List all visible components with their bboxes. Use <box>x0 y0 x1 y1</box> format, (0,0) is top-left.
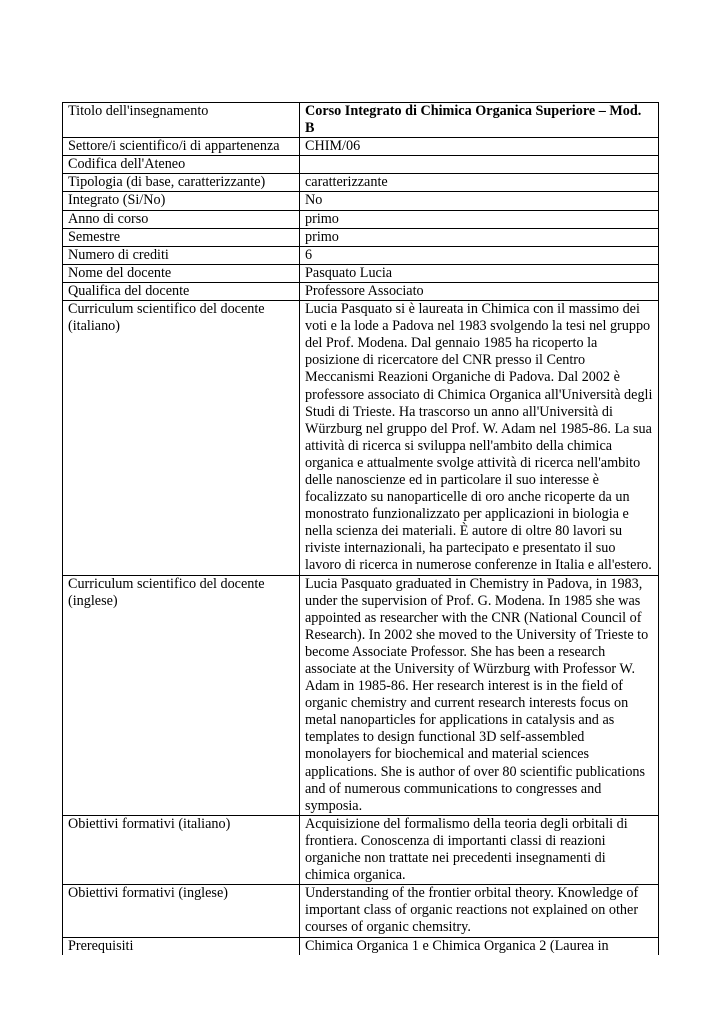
row-label: Semestre <box>63 228 300 246</box>
row-label: Curriculum scientifico del docente (italiano) <box>63 301 300 576</box>
cv-english-text: Lucia Pasquato graduated in Chemistry in Padova, in 1983, under the supervision of Prof. G. Modena. In 1985 she was appointed as researcher with the CNR (National Council of Research). In 2002 she moved to the University of Trieste to become Associate Professor. She has been a research associate at the University of Würzburg with Professor W. Adam in 1985-86. Her research interest is in the field of organic chemistry and current research interests focus on metal nanoparticles for applications in catalysis and as templates to design functional 3D self-assembled monolayers for biochemical and material sciences applications. She is author of over 80 scientific publications and of numerous communications to congresses and symposia. <box>300 575 659 815</box>
row-value: No <box>300 192 659 210</box>
row-label: Titolo dell'insegnamento <box>63 103 300 138</box>
table-row <box>63 174 659 192</box>
row-value: CHIM/06 <box>300 138 659 156</box>
table-row <box>63 228 659 246</box>
objectives-english-text: Understanding of the frontier orbital theory. Knowledge of important class of organic reactions not explained on other courses of organic chemsitry. <box>300 885 659 937</box>
row-value: primo <box>300 210 659 228</box>
row-label: Anno di corso <box>63 210 300 228</box>
row-label: Codifica dell'Ateneo <box>63 156 300 174</box>
row-label: Obiettivi formativi (inglese) <box>63 885 300 937</box>
row-value: caratterizzante <box>300 174 659 192</box>
course-title: Corso Integrato di Chimica Organica Superiore – Mod. B <box>300 103 659 138</box>
course-info-table <box>62 102 659 955</box>
table-row <box>63 301 659 576</box>
table-row <box>63 937 659 955</box>
table-row <box>63 138 659 156</box>
row-value: Professore Associato <box>300 282 659 300</box>
row-value: Pasquato Lucia <box>300 264 659 282</box>
objectives-italian-text: Acquisizione del formalismo della teoria degli orbitali di frontiera. Conoscenza di importanti classi di reazioni organiche non trattate nei precedenti insegnamenti di chimica organica. <box>300 815 659 884</box>
table-row <box>63 815 659 884</box>
row-label: Obiettivi formativi (italiano) <box>63 815 300 884</box>
row-label: Settore/i scientifico/i di appartenenza <box>63 138 300 156</box>
table-row <box>63 156 659 174</box>
row-label: Integrato (Si/No) <box>63 192 300 210</box>
table-row <box>63 192 659 210</box>
table-row <box>63 210 659 228</box>
table-row <box>63 885 659 937</box>
cv-italian-text: Lucia Pasquato si è laureata in Chimica con il massimo dei voti e la lode a Padova nel 1983 svolgendo la tesi nel gruppo del Prof. Modena. Dal gennaio 1985 ha ricoperto la posizione di ricercatore del CNR presso il Centro Meccanismi Reazioni Organiche di Padova. Dal 2002 è professore associato di Chimica Organica all'Università degli Studi di Trieste. Ha trascorso un anno all'Università di Würzburg nel gruppo del Prof. W. Adam nel 1985-86. La sua attività di ricerca si sviluppa nell'ambito della chimica organica e attualmente svolge attività di ricerca nell'ambito delle nanoscienze ed in particolare il suo interesse è focalizzato su nanoparticelle di oro anche ricoperte da un monostrato funzionalizzato per applicazioni in biologia e nella scienza dei materiali. È autore di oltre 80 lavori su riviste internazionali, ha partecipato e presentato il suo lavoro di ricerca in numerose conferenze in Italia e all'estero. <box>300 301 659 576</box>
row-label: Curriculum scientifico del docente (inglese) <box>63 575 300 815</box>
row-label: Tipologia (di base, caratterizzante) <box>63 174 300 192</box>
row-label: Nome del docente <box>63 264 300 282</box>
row-label: Prerequisiti <box>63 937 300 955</box>
row-label: Numero di crediti <box>63 246 300 264</box>
table-row <box>63 103 659 138</box>
table-row <box>63 282 659 300</box>
row-value: primo <box>300 228 659 246</box>
table-row <box>63 264 659 282</box>
table-row <box>63 246 659 264</box>
row-value <box>300 156 659 174</box>
row-value: 6 <box>300 246 659 264</box>
row-label: Qualifica del docente <box>63 282 300 300</box>
table-row <box>63 575 659 815</box>
prerequisites-text: Chimica Organica 1 e Chimica Organica 2 (Laurea in <box>300 937 659 955</box>
